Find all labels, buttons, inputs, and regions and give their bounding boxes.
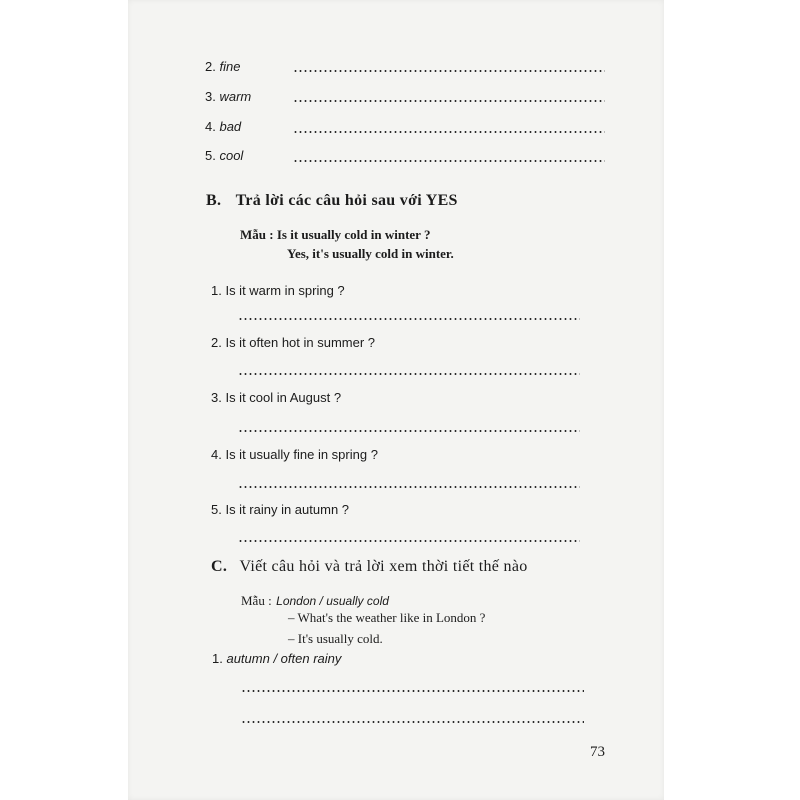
answer-line [238, 318, 580, 320]
answer-line [241, 721, 584, 723]
item-number: 5. [205, 148, 216, 163]
book-page [128, 0, 664, 800]
word-item-2 [205, 59, 240, 74]
answer-line [238, 486, 580, 488]
section-letter: C. [211, 558, 228, 575]
section-b-heading [206, 192, 458, 210]
answer-line [238, 430, 580, 432]
answer-line [238, 540, 580, 542]
sample-label: Mẫu : [241, 593, 272, 608]
section-c-heading [211, 558, 528, 576]
word-item-3 [205, 89, 251, 104]
sample-question: Is it usually cold in winter ? [276, 227, 431, 242]
section-b-sample [240, 227, 430, 243]
word-item-4 [205, 119, 241, 134]
item-word: bad [219, 119, 242, 134]
page-number: 73 [590, 744, 605, 760]
answer-line [238, 373, 580, 375]
section-letter: B. [206, 192, 222, 209]
sample-answer: Yes, it's usually cold in winter. [287, 246, 454, 261]
sample-question: – What's the weather like in London ? [288, 610, 486, 625]
question-2: 2. Is it often hot in summer ? [211, 335, 376, 350]
item-number: 1. [212, 651, 223, 666]
item-number: 2. [205, 59, 216, 74]
section-c-sample [241, 592, 389, 610]
exercise-item-1 [212, 651, 341, 666]
question-3: 3. Is it cool in August ? [211, 390, 342, 405]
item-word: fine [219, 59, 241, 74]
answer-line [293, 70, 605, 72]
question-5: 5. Is it rainy in autumn ? [211, 502, 350, 517]
item-number: 4. [205, 119, 216, 134]
word-item-5 [205, 148, 243, 163]
answer-line [293, 160, 605, 162]
item-word: cool [219, 148, 244, 163]
question-4: 4. Is it usually fine in spring ? [211, 447, 378, 462]
sample-label: Mẫu : [240, 227, 274, 242]
sample-answer: – It's usually cold. [288, 631, 383, 646]
item-prompt: autumn / often rainy [226, 651, 342, 666]
answer-line [293, 131, 605, 133]
section-title: Viết câu hỏi và trả lời xem thời tiết thế nào [239, 558, 528, 575]
sample-prompt: London / usually cold [276, 594, 389, 608]
answer-line [241, 690, 584, 692]
item-number: 3. [205, 89, 216, 104]
item-word: warm [219, 89, 252, 104]
question-1: 1. Is it warm in spring ? [211, 283, 345, 298]
section-title: Trả lời các câu hỏi sau với YES [235, 192, 458, 209]
answer-line [293, 100, 605, 102]
